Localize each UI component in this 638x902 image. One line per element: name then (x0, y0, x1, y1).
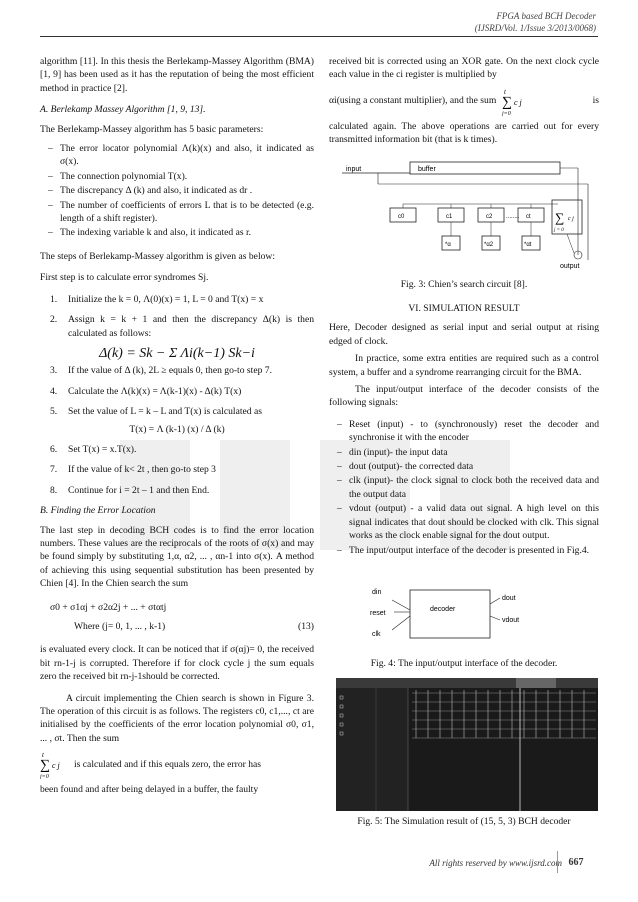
params-list (40, 142, 314, 240)
list-item: – Reset (input) - to (synchronously) reset the decoder and synchronise it with the encoder (329, 418, 599, 445)
simulation-paragraph-1: Here, Decoder designed as serial input and serial output at rising edged of clock. (329, 322, 599, 347)
list-item: – The error locator polynomial Λ(k)(x) and also, it indicated as σ(x). (40, 142, 314, 169)
footer-site-link[interactable]: www.ijsrd.com (508, 858, 562, 868)
step-text: Set the value of L = k – L and T(x) is calculated as (68, 406, 262, 418)
journal-title: FPGA based BCH Decoder (496, 11, 596, 21)
running-header (475, 10, 596, 34)
steps-list (40, 293, 314, 340)
list-item: – vdout (output) - a valid data out signal. A high level on this signal indicates that dout should be clocked with clk. This signal works as the clock enable signal for the dout output. (329, 502, 599, 542)
first-step: First step is to calculate error syndromes Sj. (40, 272, 209, 284)
fig4-vdout-label: vdout (502, 617, 520, 624)
svg-text:∑: ∑ (555, 210, 565, 225)
sum-symbol-icon (40, 749, 66, 779)
step-text: Set T(x) = x.T(x). (68, 443, 137, 455)
fig4-dout-label: dout (502, 595, 516, 602)
simulation-section (329, 298, 599, 567)
fig3-input-label: input (346, 166, 362, 173)
signal-list (329, 418, 599, 557)
register-c2-label: c2 (486, 214, 493, 220)
multiplier-alpha2-label: *α2 (484, 242, 494, 248)
svg-text:c j: c j (568, 216, 574, 222)
simulation-paragraph-2: In practice, some extra entities are required such as a control system, a buffer and a syndrome rearranging circuit for the BMA. (329, 353, 599, 378)
right-column (329, 55, 599, 155)
sum-symbol-icon (500, 86, 534, 116)
list-item: – din (input)- the input data (329, 446, 599, 459)
svg-text:∑: ∑ (40, 758, 50, 774)
list-item: – The indexing variable k and also, it indicated as r. (40, 226, 314, 239)
fig4-caption: Fig. 4: The input/output interface of the decoder. (370, 658, 558, 669)
params-intro: The Berlekamp-Massey algorithm has 5 basic parameters: (40, 123, 264, 135)
sum-line (40, 749, 314, 779)
list-item: – The number of coefficients of errors L that is to be detected (e.g. length of a shift register). (40, 199, 314, 226)
fig3-caption: Fig. 3: Chien’s search circuit [8]. (400, 279, 528, 290)
step-number: 5. (50, 406, 58, 418)
section-a-heading: A. Berlekamp Massey Algorithm [1, 9, 13]. (40, 104, 206, 116)
fig4-decoder-label: decoder (430, 606, 456, 613)
svg-text:c j: c j (514, 97, 523, 107)
multiply-line (329, 86, 599, 116)
section-b-paragraph-5: been found and after being delayed in a buffer, the faulty (40, 784, 259, 796)
chien-search-figure (338, 160, 596, 275)
step-text: Continue for i = 2t – 1 and then End. (68, 484, 210, 496)
tx-equation: T(x) = Λ (k-1) (x) / Δ (k) (129, 423, 225, 435)
list-item (40, 463, 314, 476)
svg-text:j=0: j=0 (502, 110, 512, 116)
step-number: 8. (50, 484, 58, 496)
svg-text:j = 0: j = 0 (554, 228, 564, 233)
step-text: Initialize the k = 0, Λ(0)(x) = 1, L = 0 and T(x) = x (68, 293, 264, 305)
list-item (40, 385, 314, 398)
left-column (40, 55, 314, 805)
right-paragraph-2a: αi(using a constant multiplier), and the sum (329, 95, 497, 107)
section-vi-heading: VI. SIMULATION RESULT (408, 303, 520, 314)
register-c0-label: c0 (398, 214, 405, 220)
svg-text:t: t (504, 87, 507, 96)
footer-rights (429, 858, 562, 868)
list-item (40, 293, 314, 306)
section-b-paragraph-2: is evaluated every clock. It can be noticed that if σ(αj)= 0, the received bit rn-1-j is corrupted. Therefore if for clock cycle j the sum equals zero the received bit rn-j-1should be corrected. (40, 644, 314, 683)
simulation-waveform-figure (336, 678, 598, 811)
multiplier-alphat-label: *αt (524, 242, 532, 248)
steps-list-end (40, 443, 314, 497)
section-b-paragraph-3: A circuit implementing the Chien search is shown in Figure 3. The operation of this circuit is as follows. The registers c0, c1,..., ct are initialised by the coefficients of the error location polynomial σ0, σ1, ... , σt. Then the sum (40, 692, 314, 744)
fig3-output-label: output (560, 263, 580, 270)
svg-text:∑: ∑ (502, 94, 513, 110)
step-number: 7. (50, 464, 58, 476)
where-text: Where (j= 0, 1, ... , k-1) (74, 621, 166, 632)
list-item (40, 405, 314, 418)
section-b-paragraph-1: The last step in decoding BCH codes is to find the error location numbers. These values are the reciprocals of the roots of σ(x) and may be found simply by substituting 1,α, α2, ... , αn-1 into σ(x). A method of achieving this using sequential substitution has been presented by Chien [4]. In the Chien search the sum (40, 524, 314, 590)
svg-text:j=0: j=0 (40, 774, 49, 780)
footer-rights-text: All rights reserved by (429, 858, 509, 868)
discrepancy-equation: Δ(k) = Sk − Σ Λi(k−1) Sk−i (99, 345, 255, 361)
equation-number: (13) (298, 621, 314, 632)
step-number: 4. (50, 385, 58, 397)
list-item (40, 443, 314, 456)
steps-list-continued (40, 364, 314, 418)
register-ct-label: ct (526, 214, 531, 220)
right-paragraph-2b: is (592, 95, 599, 107)
list-item (40, 313, 314, 340)
intro-paragraph: algorithm [11]. In this thesis the Berlekamp-Massey Algorithm (BMA) [1, 9] has been used as it has the reputation of being the most efficient method in practice [2]. (40, 56, 314, 94)
step-number: 6. (50, 443, 58, 455)
list-item: – clk (input)- the clock signal to clock both the received data and the output data (329, 474, 599, 501)
decoder-interface-figure (368, 582, 548, 652)
list-item (40, 484, 314, 497)
list-item: – The discrepancy Δ (k) and also, it indicated as dr . (40, 184, 314, 197)
fig3-buffer-label: buffer (418, 166, 436, 173)
step-text: If the value of Δ (k), 2L ≥ equals 0, then go-to step 7. (68, 365, 272, 377)
multiplier-alpha-label: *α (445, 242, 451, 248)
register-c1-label: c1 (446, 214, 453, 220)
section-b-paragraph-4: is calculated and if this equals zero, the error has (74, 758, 262, 770)
simulation-paragraph-3: The input/output interface of the decoder consists of the following signals: (329, 384, 599, 409)
register-ct (518, 208, 544, 222)
svg-text:........: ........ (506, 214, 520, 220)
svg-text:t: t (42, 751, 44, 760)
page-number: 667 (557, 851, 594, 873)
svg-text:c j: c j (52, 761, 60, 771)
list-item: – The connection polynomial T(x). (40, 170, 314, 183)
section-b-heading: B. Finding the Error Location (40, 505, 156, 517)
step-number: 2. (50, 314, 58, 326)
fig5-caption: Fig. 5: The Simulation result of (15, 5, 3) BCH decoder (357, 816, 571, 827)
header-rule (40, 36, 598, 37)
journal-issue: (IJSRD/Vol. 1/Issue 3/2013/0068) (474, 23, 596, 33)
right-paragraph-1: received bit is corrected using an XOR gate. On the next clock cycle each value in the ci register is multiplied by (329, 56, 599, 81)
right-paragraph-3: calculated again. The above operations are carried out for every transmitted information bit (that is k times). (329, 120, 599, 146)
list-item (40, 364, 314, 377)
where-line (40, 620, 314, 633)
decoder-block (410, 590, 490, 638)
fig4-reset-label: reset (370, 610, 386, 617)
chien-sum: σ0 + σ1αj + σ2α2j + ... + σtαtj (50, 601, 167, 613)
steps-intro: The steps of Berlekamp-Massey algorithm is given as below: (40, 250, 275, 262)
step-text: Assign k = k + 1 and then the discrepancy Δ(k) is then calculated as follows: (68, 314, 314, 339)
fig4-clk-label: clk (372, 631, 381, 638)
fig4-din-label: din (372, 589, 382, 596)
list-item: – The input/output interface of the decoder is presented in Fig.4. (329, 544, 599, 557)
list-item: – dout (output)- the corrected data (329, 460, 599, 473)
step-text: Calculate the Λ(k)(x) = Λ(k-1)(x) - Δ(k) T(x) (68, 385, 242, 397)
step-number: 1. (50, 293, 58, 305)
step-number: 3. (50, 365, 58, 377)
step-text: If the value of k< 2t , then go-to step 3 (68, 464, 216, 476)
